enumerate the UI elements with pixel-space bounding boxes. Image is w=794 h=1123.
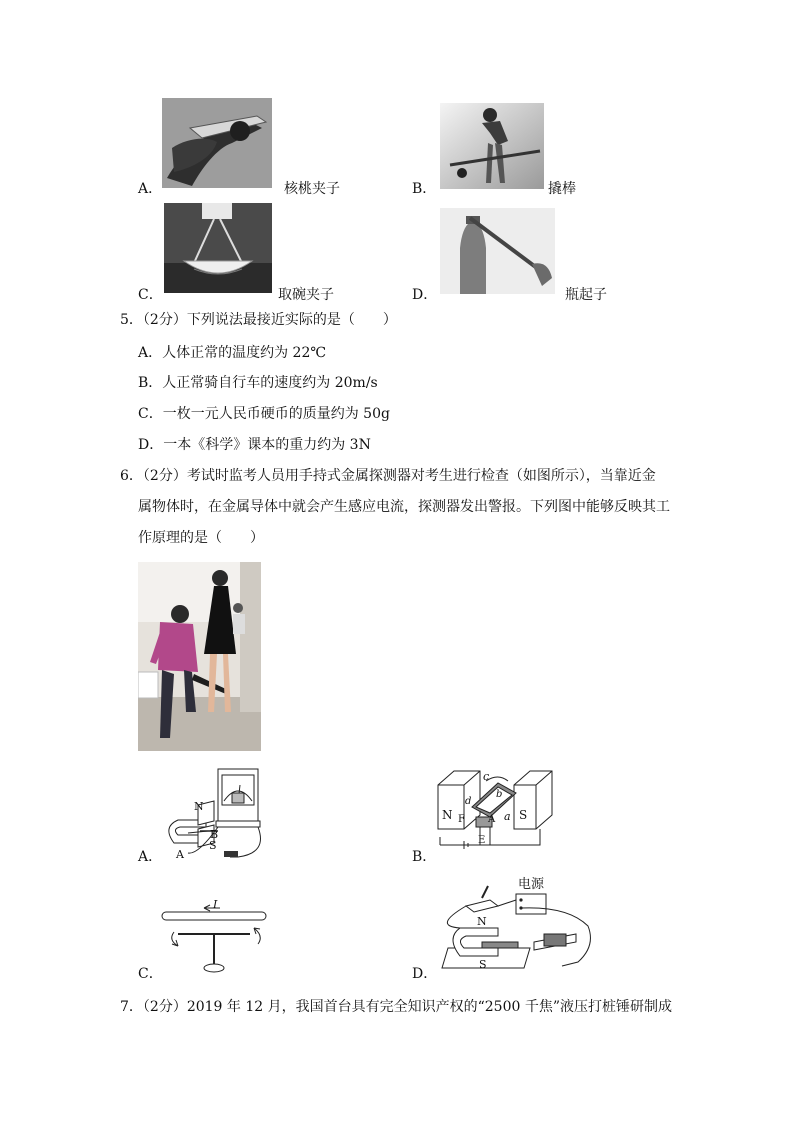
figure-d-label-power: 电源 bbox=[518, 877, 545, 892]
question-6-stem-line: 属物体时，在金属导体中就会产生感应电流，探测器发出警报。下列图中能够反映其工 bbox=[138, 499, 670, 515]
option-caption: 撬棒 bbox=[548, 181, 576, 197]
figure-b-label-f: F bbox=[458, 814, 465, 825]
option-caption: 取碗夹子 bbox=[278, 287, 334, 303]
figure-a-label-s: S bbox=[209, 839, 217, 852]
question-5-stem: 5．（2分）下列说法最接近实际的是（ ） bbox=[120, 312, 397, 328]
figure-c-label-current: I bbox=[213, 898, 218, 911]
question-7-stem: 7．（2分）2019 年 12 月，我国首台具有完全知识产权的“2500 千焦”液压打桩锤研制成 bbox=[120, 999, 673, 1015]
bowl-clamp-photo bbox=[164, 203, 272, 293]
option-letter: B． bbox=[412, 849, 437, 865]
figure-b-label-b: b bbox=[496, 789, 503, 800]
figure-a-label-n: N bbox=[194, 800, 204, 813]
metal-detector-photo bbox=[138, 562, 261, 751]
option-letter: A． bbox=[138, 849, 163, 865]
option-caption: 瓶起子 bbox=[565, 287, 607, 303]
question-6-stem-line: 6．（2分）考试时监考人员用手持式金属探测器对考生进行检查（如图所示），当靠近金 bbox=[120, 468, 656, 484]
crowbar-photo bbox=[440, 103, 544, 189]
figure-a-label-a: A bbox=[176, 848, 184, 861]
option-letter: D． bbox=[412, 287, 438, 303]
figure-d-label-s: S bbox=[479, 958, 487, 971]
option-letter: A． bbox=[138, 181, 163, 197]
figure-d-label-n: N bbox=[477, 915, 487, 928]
question-6-stem-line: 作原理的是（ ） bbox=[138, 530, 264, 546]
figure-b-label-n: N bbox=[442, 808, 453, 822]
figure-b-label-d: d bbox=[465, 796, 472, 807]
figure-b-label-a: a bbox=[504, 810, 511, 823]
option-letter: D． bbox=[412, 966, 438, 982]
question-5-option: A．人体正常的温度约为 22℃ bbox=[138, 345, 327, 361]
figure-b-label-e: E bbox=[478, 835, 486, 846]
figure-b-label-aa: A bbox=[488, 814, 496, 825]
question-5-option: D．一本《科学》课本的重力约为 3N bbox=[138, 437, 371, 453]
option-caption: 核桃夹子 bbox=[284, 181, 340, 197]
question-5-option: B．人正常骑自行车的速度约为 20m/s bbox=[138, 375, 378, 391]
figure-a-label-b: B bbox=[210, 828, 219, 841]
option-letter: C． bbox=[138, 966, 163, 982]
question-5-option: C．一枚一元人民币硬币的质量约为 50g bbox=[138, 406, 390, 422]
figure-b-label-c: c bbox=[483, 770, 490, 783]
bottle-opener-photo bbox=[440, 208, 555, 294]
option-letter: B． bbox=[412, 181, 437, 197]
figure-b-label-s: S bbox=[519, 808, 528, 822]
option-letter: C． bbox=[138, 287, 163, 303]
walnut-cracker-photo bbox=[162, 98, 272, 188]
